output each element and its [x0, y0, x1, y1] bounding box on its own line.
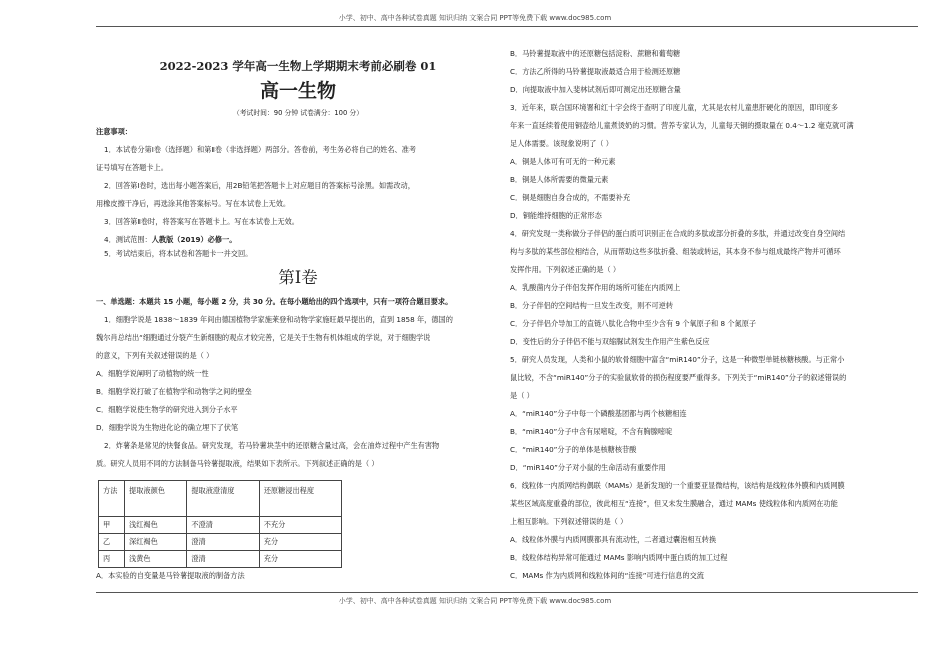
q4-option-d: D．变性后的分子伴侣不能与双缩脲试剂发生作用产生紫色反应 [510, 337, 710, 346]
q3-stem-line: 年来一直延续着使用铜壶给儿童煮烫奶的习惯。营养专家认为，儿童每天铜的摄取量在 0.4～1.2 毫克就可满 [510, 121, 854, 130]
site-banner-footer: 小学、初中、高中各种试卷真题 知识归纳 文案合同 PPT等免费下载 www.doc985.com [338, 597, 612, 605]
table-header-cell: 提取液颜色 [125, 481, 187, 517]
section-heading: 一、单选题：本题共 15 小题，每小题 2 分，共 30 分。在每小题给出的四个选项中，只有一项符合题目要求。 [96, 297, 453, 306]
q4-option-a: A．乳酸菌内分子伴侣发挥作用的场所可能在内质网上 [510, 283, 681, 292]
q5-option-a: A．“miR140”分子中每一个磷酸基团都与两个核糖相连 [510, 409, 687, 418]
q1-option-b: B．细胞学说打破了在植物学和动物学之间的壁垒 [96, 387, 252, 396]
q5-stem-line: 鼠比较，不含“miR140”分子的实验鼠软骨的损伤程度要严重得多。下列关于“miR140”分子的叙述错误的 [510, 373, 847, 382]
q1-stem-line: 1．细胞学说是 1838～1839 年间由德国植物学家施莱登和动物学家施旺最早提出的，直到 1858 年，德国的 [104, 315, 453, 324]
notice-line: 2．回答第Ⅰ卷时，选出每小题答案后，用2B铅笔把答题卡上对应题目的答案标号涂黑。如需改动， [104, 181, 415, 190]
q2-option-b: B．马铃薯提取液中的还原糖包括淀粉、蔗糖和葡萄糖 [510, 49, 681, 58]
q6-stem-line: 某些区域高度重叠的部位，彼此相互“连接”，但又未发生膜融合，通过 MAMs 使线粒体和内质网在功能 [510, 499, 838, 508]
q3-stem-line: 足人体需要。该现象说明了（ ） [510, 139, 613, 148]
q3-stem-line: 3．近年来，联合国环境署和红十字会终于查明了印度儿童，尤其是农村儿童患肝硬化的原因，即印度多 [510, 103, 839, 112]
notice-line: 证号填写在答题卡上。 [96, 163, 168, 172]
paper-title: 2022-2023 学年高一生物上学期期末考前必刷卷 01 [159, 59, 437, 73]
table-header-cell: 提取液澄清度 [187, 481, 259, 517]
q6-stem-line: 6．线粒体一内质网结构偶联（MAMs）是新发现的一个重要亚显微结构，该结构是线粒体外膜和内质网膜 [510, 481, 845, 490]
table-cell: 充分 [259, 534, 341, 551]
table-header-cell: 方法 [99, 481, 125, 517]
q3-option-d: D．铜能维持细胞的正常形态 [510, 211, 602, 220]
table-cell: 甲 [99, 517, 125, 534]
q4-option-b: B．分子伴侣的空间结构一旦发生改变，则不可逆转 [510, 301, 674, 310]
scope-value: 人教版（2019）必修一。 [151, 235, 237, 244]
q1-option-d: D．细胞学说为生物进化论的确立埋下了伏笔 [96, 423, 239, 432]
q4-stem-line: 4．研究发现一类称做分子伴侣的蛋白质可识别正在合成的多肽或部分折叠的多肽，并通过改变自身空间结 [510, 229, 846, 238]
footer-divider [96, 592, 918, 593]
q5-option-b: B．“miR140”分子中含有尿嘧啶，不含有胸腺嘧啶 [510, 427, 673, 436]
notice-line: 用橡皮擦干净后，再选涂其他答案标号。写在本试卷上无效。 [96, 199, 291, 208]
subject-title: 高一生物 [259, 80, 336, 102]
q5-option-d: D．“miR140”分子对小鼠的生命活动有重要作用 [510, 463, 666, 472]
q1-stem-line: 的意义，下列有关叙述错误的是（ ） [96, 351, 214, 360]
q4-stem-line: 构与多肽的某些部位相结合，从而帮助这些多肽折叠、组装或转运，其本身不参与组成最终产物并可循环 [510, 247, 841, 256]
q2-results-table [98, 480, 342, 568]
table-cell: 澄清 [187, 551, 259, 568]
q2-option-a: A．本实验的自变量是马铃薯提取液的制备方法 [96, 571, 245, 580]
notice-line: 3．回答第Ⅱ卷时，将答案写在答题卡上。写在本试卷上无效。 [104, 217, 299, 226]
q5-option-c: C．“miR140”分子的单体是核糖核苷酸 [510, 445, 637, 454]
table-cell: 充分 [259, 551, 341, 568]
q5-stem-line: 是（ ） [510, 391, 534, 400]
exam-time-info: （考试时间：90 分钟 试卷满分：100 分） [232, 109, 364, 117]
header-divider [96, 26, 918, 27]
q5-stem-line: 5．研究人员发现，人类和小鼠的软骨细胞中富含“miR140”分子，这是一种微型单链核糖核酸。与正常小 [510, 355, 845, 364]
part-one-title: 第Ⅰ卷 [278, 268, 318, 287]
table-header-cell: 还原糖浸出程度 [259, 481, 341, 517]
q2-stem-line: 质。研究人员用不同的方法制备马铃薯提取液，结果如下表所示。下列叙述正确的是（ ） [96, 459, 379, 468]
q4-option-c: C．分子伴侣介导加工的直链八肽化合物中至少含有 9 个氧原子和 8 个氮原子 [510, 319, 757, 328]
notice-line-scope [104, 235, 236, 245]
q3-option-b: B．铜是人体所需要的微量元素 [510, 175, 609, 184]
q1-option-a: A．细胞学说阐明了动植物的统一性 [96, 369, 209, 378]
q6-option-c: C．MAMs 作为内质网和线粒体间的“连接”可进行信息的交流 [510, 571, 704, 580]
table-cell: 澄清 [187, 534, 259, 551]
table-row [99, 551, 342, 568]
site-banner-header: 小学、初中、高中各种试卷真题 知识归纳 文案合同 PPT等免费下载 www.doc985.com [338, 14, 612, 22]
q2-option-c: C．方法乙所得的马铃薯提取液最适合用于检测还原糖 [510, 67, 681, 76]
table-header-row [99, 481, 342, 517]
table-cell: 深红褐色 [125, 534, 187, 551]
scope-label: 4．测试范围： [104, 235, 152, 244]
q3-option-c: C．铜是细胞自身合成的，不需要补充 [510, 193, 631, 202]
table-row [99, 517, 342, 534]
table-cell: 不澄清 [187, 517, 259, 534]
q1-stem-line: 魏尔肖总结出“细胞通过分裂产生新细胞的观点才较完善，它是关于生物有机体组成的学说，对于细胞学说 [96, 333, 431, 342]
q2-stem-line: 2．炸薯条是常见的快餐食品。研究发现，若马铃薯块茎中的还原糖含量过高，会在油炸过程中产生有害物 [104, 441, 440, 450]
notice-line: 1．本试卷分第Ⅰ卷（选择题）和第Ⅱ卷（非选择题）两部分。答卷前，考生务必将自己的姓名、准考 [104, 145, 417, 154]
table-cell: 丙 [99, 551, 125, 568]
q4-stem-line: 发挥作用。下列叙述正确的是（ ） [510, 265, 621, 274]
table-cell: 浅黄色 [125, 551, 187, 568]
notice-line: 5．考试结束后，将本试卷和答题卡一并交回。 [104, 249, 253, 258]
q3-option-a: A．铜是人体可有可无的一种元素 [510, 157, 616, 166]
q6-stem-line: 上相互影响。下列叙述错误的是（ ） [510, 517, 628, 526]
q1-option-c: C．细胞学说使生物学的研究进入到分子水平 [96, 405, 238, 414]
q6-option-a: A．线粒体外膜与内质网膜都具有流动性，二者通过囊泡相互转换 [510, 535, 717, 544]
notice-heading: 注意事项： [96, 127, 132, 136]
table-row [99, 534, 342, 551]
q2-option-d: D．向提取液中加入斐林试剂后即可测定出还原糖含量 [510, 85, 681, 94]
q6-option-b: B．线粒体结构异常可能通过 MAMs 影响内质网中蛋白质的加工过程 [510, 553, 728, 562]
table-cell: 乙 [99, 534, 125, 551]
table-cell: 不充分 [259, 517, 341, 534]
table-cell: 浅红褐色 [125, 517, 187, 534]
